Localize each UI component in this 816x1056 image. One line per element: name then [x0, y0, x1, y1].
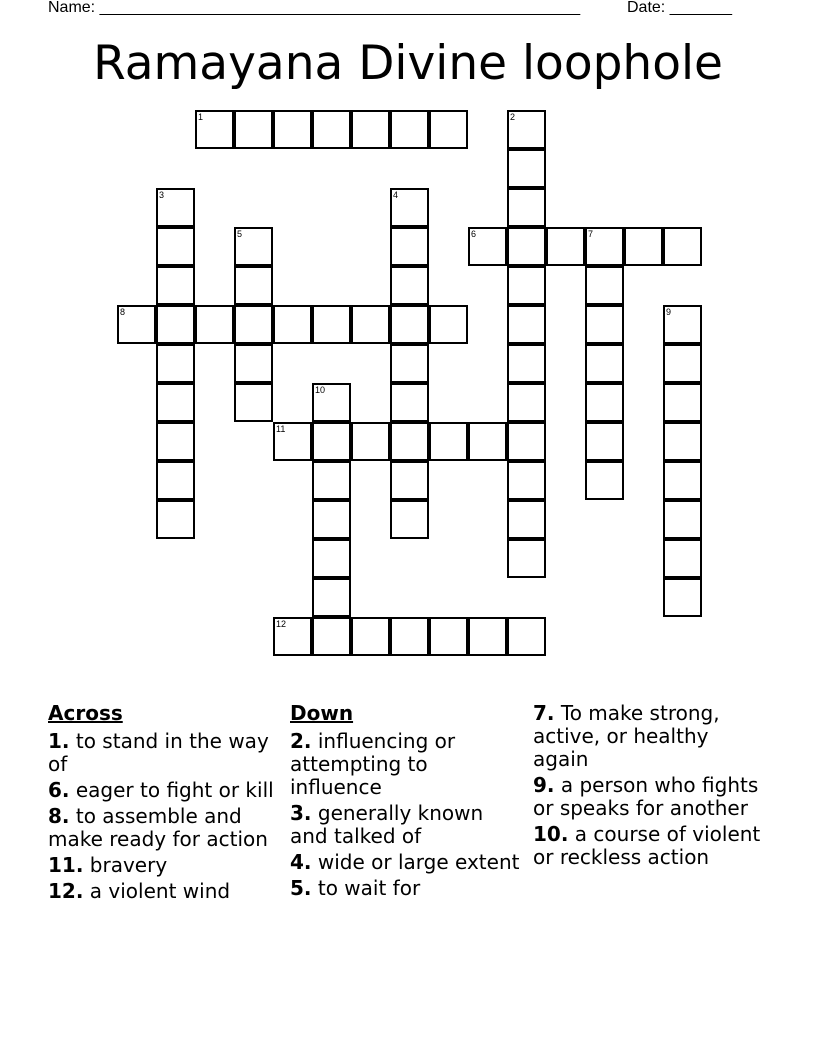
- crossword-cell[interactable]: [351, 422, 390, 461]
- crossword-cell[interactable]: [390, 383, 429, 422]
- crossword-cell[interactable]: [585, 461, 624, 500]
- crossword-cell[interactable]: [507, 266, 546, 305]
- clue-item: [533, 823, 768, 869]
- crossword-cell[interactable]: [390, 500, 429, 539]
- clue-text: a course of violent or reckless action: [533, 822, 761, 869]
- crossword-cell[interactable]: [507, 227, 546, 266]
- clue-text: generally known and talked of: [290, 801, 484, 848]
- clue-item: [48, 730, 283, 776]
- crossword-cell[interactable]: [390, 266, 429, 305]
- crossword-cell[interactable]: [312, 110, 351, 149]
- clue-number: 2: [510, 112, 516, 122]
- crossword-cell[interactable]: [507, 500, 546, 539]
- clue-num: 3.: [290, 801, 312, 825]
- clue-number: 4: [393, 190, 399, 200]
- crossword-cell[interactable]: [507, 539, 546, 578]
- crossword-cell[interactable]: [156, 266, 195, 305]
- clue-item: [48, 805, 283, 851]
- crossword-cell[interactable]: [234, 344, 273, 383]
- crossword-cell[interactable]: [312, 500, 351, 539]
- crossword-cell[interactable]: [585, 422, 624, 461]
- clue-text: To make strong, active, or healthy again: [533, 701, 720, 771]
- crossword-cell[interactable]: [468, 617, 507, 656]
- crossword-cell[interactable]: [312, 539, 351, 578]
- clue-number: 8: [120, 307, 126, 317]
- clue-item: [48, 779, 283, 802]
- crossword-cell[interactable]: [507, 110, 546, 149]
- across-clues: [48, 702, 283, 906]
- crossword-cell[interactable]: [273, 617, 312, 656]
- down-clues: [290, 702, 525, 903]
- clue-num: 11.: [48, 853, 84, 877]
- clue-item: [290, 877, 525, 900]
- crossword-cell[interactable]: [312, 305, 351, 344]
- crossword-cell[interactable]: [117, 305, 156, 344]
- clue-number: 10: [315, 385, 326, 395]
- crossword-cell[interactable]: [663, 344, 702, 383]
- crossword-cell[interactable]: [507, 149, 546, 188]
- crossword-cell[interactable]: [663, 227, 702, 266]
- crossword-cell[interactable]: [663, 500, 702, 539]
- clue-number: 5: [237, 229, 243, 239]
- clue-num: 2.: [290, 729, 312, 753]
- crossword-cell[interactable]: [546, 227, 585, 266]
- crossword-cell[interactable]: [390, 617, 429, 656]
- crossword-cell[interactable]: [585, 227, 624, 266]
- crossword-cell[interactable]: [390, 188, 429, 227]
- clue-text: a person who fights or speaks for another: [533, 773, 759, 820]
- crossword-cell[interactable]: [156, 227, 195, 266]
- crossword-cell[interactable]: [390, 305, 429, 344]
- clue-item: [290, 851, 525, 874]
- date-field-label[interactable]: Date: _______: [627, 0, 732, 16]
- crossword-cell[interactable]: [585, 383, 624, 422]
- crossword-cell[interactable]: [663, 305, 702, 344]
- crossword-cell[interactable]: [156, 461, 195, 500]
- clue-item: [533, 702, 768, 771]
- down-clues-continued: [533, 702, 768, 872]
- clue-num: 12.: [48, 879, 84, 903]
- clue-item: [48, 854, 283, 877]
- clue-text: to assemble and make ready for action: [48, 804, 268, 851]
- clue-num: 7.: [533, 701, 555, 725]
- crossword-cell[interactable]: [624, 227, 663, 266]
- crossword-cell[interactable]: [507, 461, 546, 500]
- clue-text: to stand in the way of: [48, 729, 269, 776]
- crossword-cell[interactable]: [663, 539, 702, 578]
- clue-item: [290, 730, 525, 799]
- crossword-cell[interactable]: [234, 266, 273, 305]
- crossword-cell[interactable]: [507, 617, 546, 656]
- crossword-cell[interactable]: [507, 344, 546, 383]
- crossword-cell[interactable]: [312, 422, 351, 461]
- clue-num: 8.: [48, 804, 70, 828]
- crossword-cell[interactable]: [468, 227, 507, 266]
- clue-item: [48, 880, 283, 903]
- crossword-cell[interactable]: [468, 422, 507, 461]
- crossword-cell[interactable]: [234, 110, 273, 149]
- clue-number: 12: [276, 619, 287, 629]
- down-heading: Down: [290, 701, 354, 725]
- crossword-cell[interactable]: [429, 110, 468, 149]
- clue-item: [290, 802, 525, 848]
- clue-item: [533, 774, 768, 820]
- clue-num: 4.: [290, 850, 312, 874]
- name-field-label[interactable]: Name: ______________________________________________________: [48, 0, 581, 16]
- crossword-cell[interactable]: [234, 383, 273, 422]
- clue-num: 6.: [48, 778, 70, 802]
- crossword-cell[interactable]: [234, 305, 273, 344]
- crossword-cell[interactable]: [156, 500, 195, 539]
- crossword-cell[interactable]: [429, 617, 468, 656]
- crossword-cell[interactable]: [273, 305, 312, 344]
- crossword-cell[interactable]: [195, 110, 234, 149]
- crossword-cell[interactable]: [312, 578, 351, 617]
- crossword-cell[interactable]: [156, 344, 195, 383]
- clue-num: 1.: [48, 729, 70, 753]
- clue-num: 10.: [533, 822, 569, 846]
- crossword-cell[interactable]: [156, 422, 195, 461]
- clue-text: influencing or attempting to influence: [290, 729, 456, 799]
- crossword-cell[interactable]: [312, 383, 351, 422]
- clue-num: 9.: [533, 773, 555, 797]
- crossword-cell[interactable]: [663, 383, 702, 422]
- clue-text: a violent wind: [89, 879, 231, 903]
- crossword-cell[interactable]: [663, 461, 702, 500]
- crossword-cell[interactable]: [390, 344, 429, 383]
- crossword-cell[interactable]: [429, 305, 468, 344]
- crossword-cell[interactable]: [351, 305, 390, 344]
- clue-number: 3: [159, 190, 165, 200]
- crossword-cell[interactable]: [390, 227, 429, 266]
- crossword-cell[interactable]: [663, 422, 702, 461]
- clue-text: to wait for: [317, 876, 421, 900]
- crossword-cell[interactable]: [507, 188, 546, 227]
- clue-number: 1: [198, 112, 204, 122]
- clue-number: 11: [276, 424, 286, 434]
- crossword-cell[interactable]: [585, 344, 624, 383]
- crossword-cell[interactable]: [507, 305, 546, 344]
- crossword-cell[interactable]: [507, 383, 546, 422]
- crossword-cell[interactable]: [663, 578, 702, 617]
- puzzle-title: Ramayana Divine loophole: [93, 36, 723, 91]
- clue-text: wide or large extent: [317, 850, 520, 874]
- crossword-cell[interactable]: [429, 422, 468, 461]
- clue-num: 5.: [290, 876, 312, 900]
- crossword-cell[interactable]: [156, 305, 195, 344]
- crossword-cell[interactable]: [390, 422, 429, 461]
- crossword-cell[interactable]: [195, 305, 234, 344]
- clue-number: 6: [471, 229, 477, 239]
- crossword-cell[interactable]: [312, 461, 351, 500]
- crossword-cell[interactable]: [351, 110, 390, 149]
- crossword-cell[interactable]: [351, 617, 390, 656]
- crossword-cell[interactable]: [585, 266, 624, 305]
- crossword-cell[interactable]: [273, 422, 312, 461]
- clue-text: bravery: [89, 853, 168, 877]
- clue-number: 7: [588, 229, 594, 239]
- crossword-cell[interactable]: [390, 110, 429, 149]
- across-heading: Across: [48, 701, 123, 725]
- crossword-cell[interactable]: [585, 305, 624, 344]
- crossword-cell[interactable]: [390, 461, 429, 500]
- crossword-cell[interactable]: [156, 188, 195, 227]
- crossword-cell[interactable]: [273, 110, 312, 149]
- crossword-cell[interactable]: [156, 383, 195, 422]
- crossword-cell[interactable]: [312, 617, 351, 656]
- clue-text: eager to fight or kill: [75, 778, 274, 802]
- crossword-cell[interactable]: [507, 422, 546, 461]
- clue-number: 9: [666, 307, 672, 317]
- crossword-cell[interactable]: [234, 227, 273, 266]
